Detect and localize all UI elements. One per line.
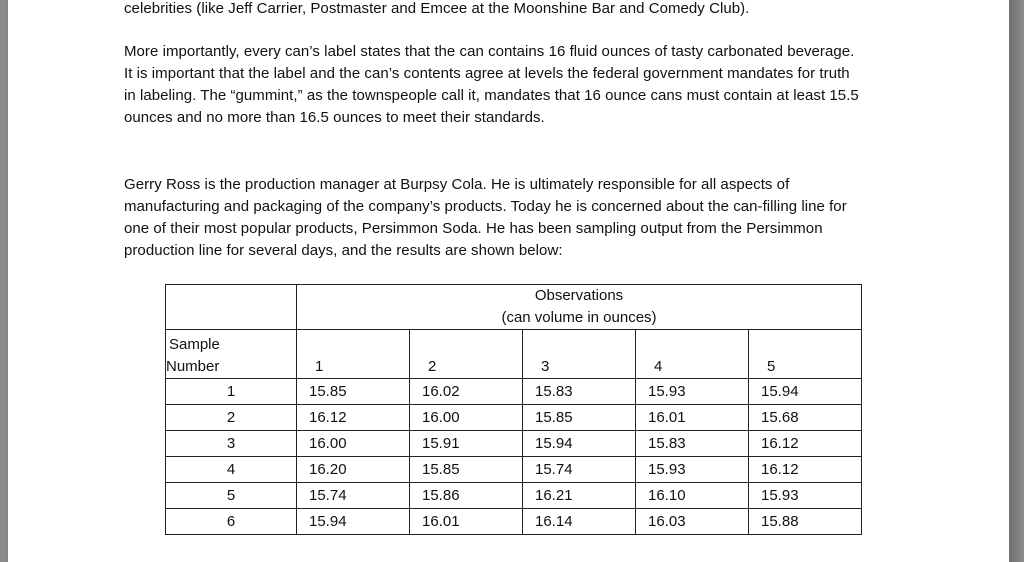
cell-value: 15.88 [761,512,799,530]
cell-value: 16.20 [309,460,347,478]
table-corner-cell [166,285,297,330]
sample-number-cell: 4 [166,457,297,483]
table-cell [297,379,410,405]
cell-value: 15.83 [535,382,573,400]
cell-value: 16.21 [535,486,573,504]
column-header [523,330,636,379]
cell-value: 16.10 [648,486,686,504]
table-cell [410,379,523,405]
table-cell [749,509,862,535]
column-header [297,330,410,379]
column-header-label: 5 [767,358,776,375]
table-cell [749,379,862,405]
table-cell [523,483,636,509]
sample-number-cell: 6 [166,509,297,535]
table-cell [749,457,862,483]
cell-value: 16.00 [309,434,347,452]
sample-header-line1: Sample [169,336,220,353]
cell-value: 16.01 [648,408,686,426]
cell-value: 15.85 [422,460,460,478]
cell-value: 15.94 [535,434,573,452]
table-cell [297,457,410,483]
sample-number-cell: 1 [166,379,297,405]
table-cell [636,431,749,457]
sample-header-line2: Number [166,358,220,375]
cell-value: 15.94 [309,512,347,530]
table-row [166,431,862,457]
cell-value: 15.74 [309,486,347,504]
cell-value: 16.02 [422,382,460,400]
cell-value: 15.93 [761,486,799,504]
table-cell [410,457,523,483]
column-header-label: 4 [654,358,663,375]
cell-value: 15.83 [648,434,686,452]
cell-value: 16.12 [761,434,799,452]
cell-value: 15.93 [648,460,686,478]
column-header [410,330,523,379]
table-cell [523,405,636,431]
cell-value: 15.94 [761,382,799,400]
table-cell [523,457,636,483]
observations-table [165,284,862,535]
right-gutter [1009,0,1024,562]
column-header [636,330,749,379]
sample-number-cell: 5 [166,483,297,509]
table-cell [523,431,636,457]
table-cell [636,405,749,431]
cell-value: 15.91 [422,434,460,452]
column-header [749,330,862,379]
table-header-row-title [166,285,862,330]
observations-title: Observations [534,287,624,304]
table-row [166,483,862,509]
cell-value: 15.85 [535,408,573,426]
cell-value: 15.93 [648,382,686,400]
table-cell [297,431,410,457]
paragraph-celebrities: celebrities (like Jeff Carrier, Postmaster and Emcee at the Moonshine Bar and Comedy Club). [124,0,750,17]
cell-value: 16.01 [422,512,460,530]
cell-value: 16.14 [535,512,573,530]
sample-number-cell: 2 [166,405,297,431]
cell-value: 15.85 [309,382,347,400]
sample-number-cell: 3 [166,431,297,457]
table-cell [523,379,636,405]
table-row [166,405,862,431]
table-cell [410,405,523,431]
column-header-label: 1 [315,358,324,375]
table-row [166,457,862,483]
table-cell [297,509,410,535]
table-cell [749,405,862,431]
table-row [166,509,862,535]
table-cell [636,483,749,509]
table-cell [297,405,410,431]
table-row [166,379,862,405]
paragraph-gerry-ross: Gerry Ross is the production manager at Burpsy Cola. He is ultimately responsible for all aspects of manufacturing and packaging of the company’s products. Today he is concerned about the can-filling line for one of their most popular products, Persimmon Soda. He has been sampling output from the Persimmon production line for several days, and the results are shown below: [124,176,847,259]
cell-value: 16.12 [309,408,347,426]
table-cell [410,431,523,457]
table-cell [636,509,749,535]
sample-number-header [166,330,297,379]
column-header-label: 2 [428,358,437,375]
table-header-row-columns [166,330,862,379]
table-cell [636,379,749,405]
observations-title-cell [297,285,862,330]
table-cell [523,509,636,535]
cell-value: 15.74 [535,460,573,478]
observations-subtitle: (can volume in ounces) [501,309,657,326]
table-cell [749,431,862,457]
cell-value: 15.86 [422,486,460,504]
table-cell [749,483,862,509]
cell-value: 16.03 [648,512,686,530]
table-cell [297,483,410,509]
table-cell [410,483,523,509]
table-cell [410,509,523,535]
table-cell [636,457,749,483]
document-page [8,0,1009,562]
left-gutter [0,0,8,562]
cell-value: 16.12 [761,460,799,478]
paragraph-label-standards: More importantly, every can’s label states that the can contains 16 fluid ounces of tasty carbonated beverage. It is important that the label and the can’s contents agree at levels the federal government mandates for truth in labeling. The “gummint,” as the townspeople call it, mandates that 16 ounce cans must contain at least 15.5 ounces and no more than 16.5 ounces to meet their standards. [124,43,859,126]
column-header-label: 3 [541,358,550,375]
cell-value: 16.00 [422,408,460,426]
cell-value: 15.68 [761,408,799,426]
